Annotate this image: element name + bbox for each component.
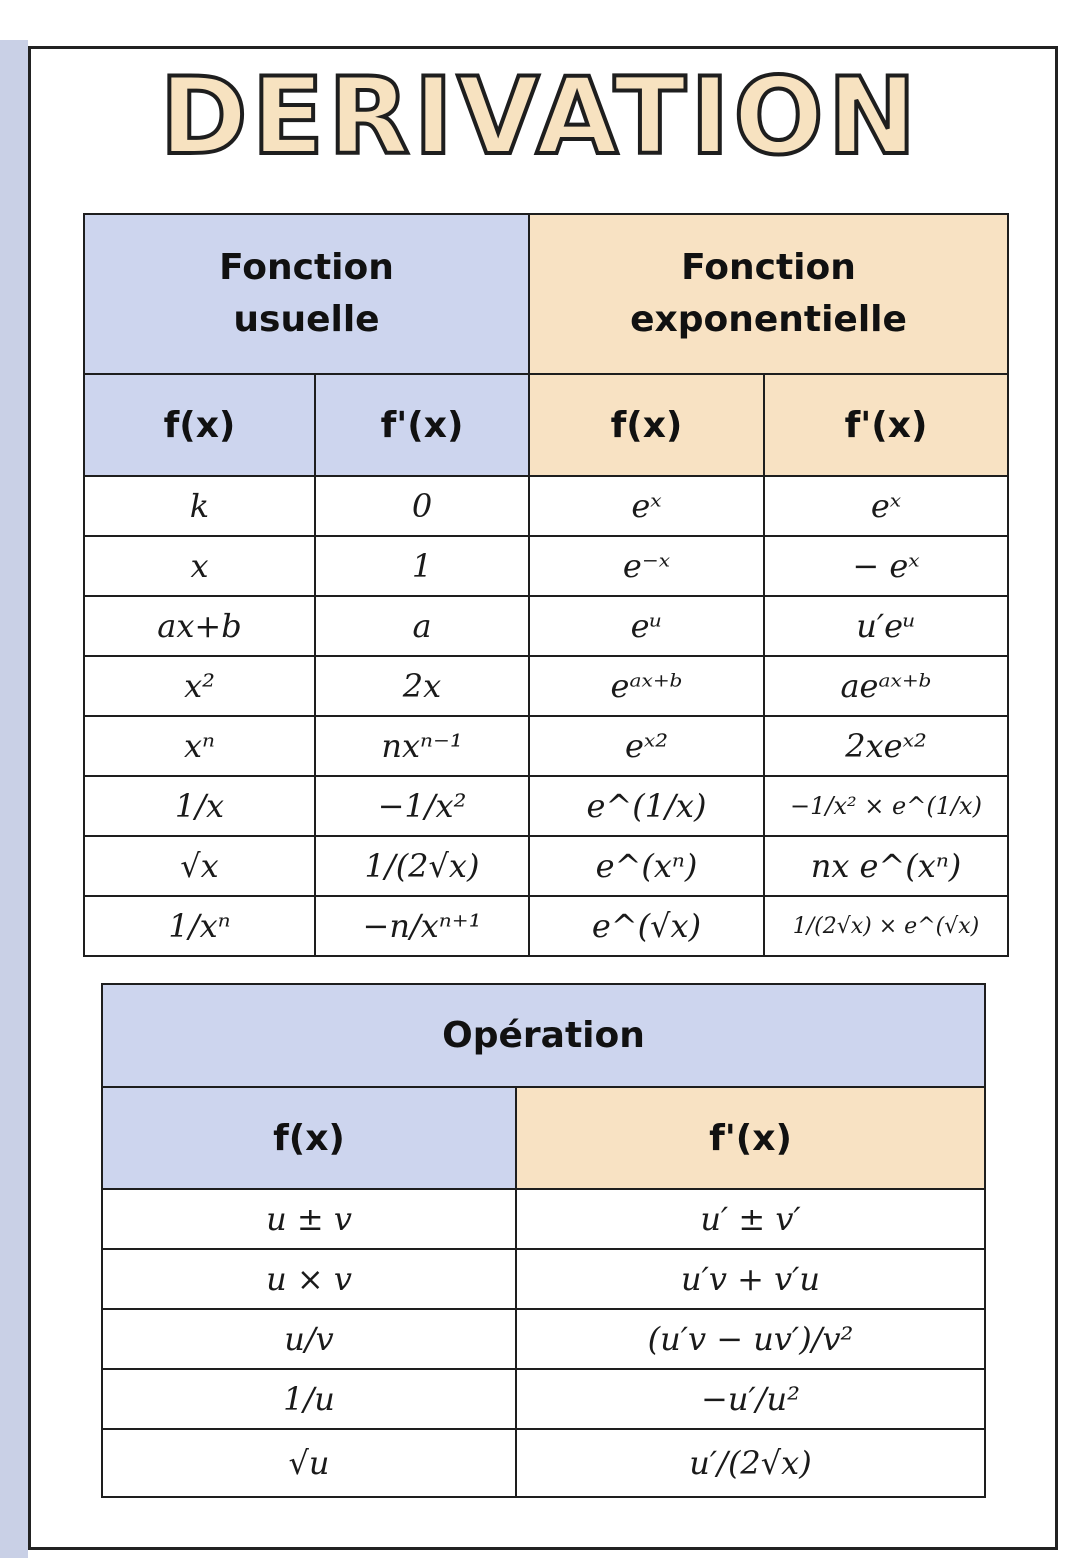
table-row xyxy=(102,1189,985,1249)
cell-usuelle-fp: −n/xⁿ⁺¹ xyxy=(315,896,529,956)
table-row xyxy=(84,776,1008,836)
cell-usuelle-fp: a xyxy=(315,596,529,656)
cell-exp-f: e⁻ˣ xyxy=(529,536,764,596)
cell-exp-fp: nx e^(xⁿ) xyxy=(764,836,1008,896)
header-fonction-usuelle xyxy=(84,214,529,374)
col-fx-usuelle: f(x) xyxy=(84,374,315,476)
col-fx-exp: f(x) xyxy=(529,374,764,476)
cell-exp-fp: 2xeˣ² xyxy=(764,716,1008,776)
table-row xyxy=(102,1369,985,1429)
cell-exp-fp: u′eᵘ xyxy=(764,596,1008,656)
table-row xyxy=(84,596,1008,656)
operations-table xyxy=(101,983,986,1498)
cell-exp-fp: 1/(2√x) × e^(√x) xyxy=(764,896,1008,956)
cell-operation-fp: −u′/u² xyxy=(516,1369,985,1429)
cell-usuelle-fp: 2x xyxy=(315,656,529,716)
table-row xyxy=(102,1429,985,1497)
cell-usuelle-f: ax+b xyxy=(84,596,315,656)
cell-operation-f: √u xyxy=(102,1429,516,1497)
header-label-line2: usuelle xyxy=(233,299,380,340)
cell-usuelle-fp: 1/(2√x) xyxy=(315,836,529,896)
col-fpx-usuelle: f'(x) xyxy=(315,374,529,476)
col-fpx-exp: f'(x) xyxy=(764,374,1008,476)
cell-operation-f: u/v xyxy=(102,1309,516,1369)
cell-exp-fp: eˣ xyxy=(764,476,1008,536)
cell-operation-fp: (u′v − uv′)/v² xyxy=(516,1309,985,1369)
cell-usuelle-f: x xyxy=(84,536,315,596)
header-label-line1: Fonction xyxy=(219,247,394,288)
cell-usuelle-fp: −1/x² xyxy=(315,776,529,836)
table-row xyxy=(84,716,1008,776)
table-row xyxy=(102,1249,985,1309)
scan-margin-left xyxy=(0,40,28,1558)
cell-usuelle-f: 1/xⁿ xyxy=(84,896,315,956)
table-row xyxy=(84,656,1008,716)
cell-exp-fp: aeᵃˣ⁺ᵇ xyxy=(764,656,1008,716)
scan-margin-top xyxy=(0,0,1080,40)
cell-exp-f: eᵘ xyxy=(529,596,764,656)
header-fonction-exponentielle xyxy=(529,214,1008,374)
cell-operation-fp: u′/(2√x) xyxy=(516,1429,985,1497)
cell-exp-f: eᵃˣ⁺ᵇ xyxy=(529,656,764,716)
table-row xyxy=(84,836,1008,896)
cell-usuelle-fp: 1 xyxy=(315,536,529,596)
header-label-line2: exponentielle xyxy=(630,299,907,340)
cell-usuelle-f: 1/x xyxy=(84,776,315,836)
cell-usuelle-fp: nxⁿ⁻¹ xyxy=(315,716,529,776)
col-fpx-operation: f'(x) xyxy=(516,1087,985,1189)
table-row xyxy=(84,476,1008,536)
cell-operation-fp: u′ ± v′ xyxy=(516,1189,985,1249)
cell-operation-f: 1/u xyxy=(102,1369,516,1429)
cell-exp-f: eˣ² xyxy=(529,716,764,776)
cell-usuelle-fp: 0 xyxy=(315,476,529,536)
cell-exp-fp: − eˣ xyxy=(764,536,1008,596)
cell-usuelle-f: √x xyxy=(84,836,315,896)
cell-exp-f: e^(1/x) xyxy=(529,776,764,836)
cell-operation-f: u ± v xyxy=(102,1189,516,1249)
cell-operation-fp: u′v + v′u xyxy=(516,1249,985,1309)
table-row xyxy=(102,1309,985,1369)
cell-exp-f: e^(xⁿ) xyxy=(529,836,764,896)
page-title: DERIVATION xyxy=(159,55,921,178)
cell-exp-f: e^(√x) xyxy=(529,896,764,956)
cell-operation-f: u × v xyxy=(102,1249,516,1309)
cell-exp-f: eˣ xyxy=(529,476,764,536)
cell-exp-fp: −1/x² × e^(1/x) xyxy=(764,776,1008,836)
col-fx-operation: f(x) xyxy=(102,1087,516,1189)
cell-usuelle-f: xⁿ xyxy=(84,716,315,776)
cell-usuelle-f: k xyxy=(84,476,315,536)
table-row xyxy=(84,896,1008,956)
header-operation: Opération xyxy=(102,984,985,1087)
cell-usuelle-f: x² xyxy=(84,656,315,716)
header-label-line1: Fonction xyxy=(681,247,856,288)
derivatives-table xyxy=(83,213,1009,957)
table-row xyxy=(84,536,1008,596)
